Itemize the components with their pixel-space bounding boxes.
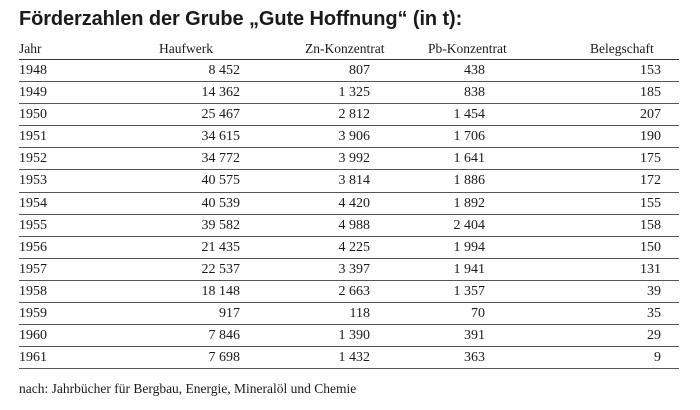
- cell-haufwerk: 34 772: [201, 151, 240, 167]
- source-footnote: nach: Jahrbücher für Bergbau, Energie, Mineralöl und Chemie: [19, 381, 357, 396]
- cell-jahr: 1958: [19, 283, 47, 299]
- cell-haufwerk: 39 582: [201, 217, 240, 233]
- header-jahr: Jahr: [19, 41, 42, 56]
- header-belegschaft: Belegschaft: [590, 41, 654, 56]
- cell-belegschaft: 39: [647, 283, 661, 299]
- cell-jahr: 1954: [19, 195, 47, 211]
- cell-zn-konzentrat: 2 663: [338, 283, 370, 299]
- cell-pb-konzentrat: 1 357: [453, 283, 485, 299]
- cell-jahr: 1953: [19, 173, 47, 189]
- cell-zn-konzentrat: 3 992: [338, 151, 370, 167]
- table-row: [19, 215, 679, 237]
- table-row: [19, 325, 679, 347]
- cell-jahr: 1960: [19, 328, 47, 344]
- cell-belegschaft: 131: [640, 261, 661, 277]
- cell-jahr: 1959: [19, 306, 47, 322]
- cell-zn-konzentrat: 4 420: [338, 195, 370, 211]
- cell-belegschaft: 153: [640, 63, 661, 78]
- cell-pb-konzentrat: 363: [464, 350, 485, 366]
- cell-belegschaft: 35: [647, 306, 661, 322]
- cell-haufwerk: 40 539: [201, 195, 240, 211]
- cell-pb-konzentrat: 1 941: [453, 261, 485, 277]
- cell-belegschaft: 9: [654, 350, 661, 366]
- cell-jahr: 1951: [19, 129, 47, 145]
- cell-belegschaft: 172: [640, 173, 661, 189]
- table-row: [19, 82, 679, 104]
- cell-jahr: 1957: [19, 261, 47, 277]
- cell-zn-konzentrat: 1 325: [338, 85, 370, 101]
- cell-haufwerk: 21 435: [201, 239, 240, 255]
- table-row: [19, 281, 679, 303]
- table-row: [19, 170, 679, 192]
- cell-haufwerk: 18 148: [201, 283, 240, 299]
- cell-belegschaft: 155: [640, 195, 661, 211]
- table-row: [19, 347, 679, 369]
- cell-pb-konzentrat: 1 641: [453, 151, 485, 167]
- cell-jahr: 1961: [19, 350, 47, 366]
- table-row: [19, 259, 679, 281]
- cell-zn-konzentrat: 3 397: [338, 261, 370, 277]
- cell-pb-konzentrat: 438: [464, 63, 485, 78]
- cell-haufwerk: 34 615: [201, 129, 240, 145]
- cell-jahr: 1955: [19, 217, 47, 233]
- cell-belegschaft: 175: [640, 151, 661, 167]
- cell-haufwerk: 22 537: [201, 261, 240, 277]
- cell-pb-konzentrat: 2 404: [453, 217, 485, 233]
- cell-belegschaft: 190: [640, 129, 661, 145]
- cell-belegschaft: 158: [640, 217, 661, 233]
- cell-pb-konzentrat: 1 994: [453, 239, 485, 255]
- cell-jahr: 1950: [19, 107, 47, 123]
- cell-zn-konzentrat: 1 432: [338, 350, 370, 366]
- cell-zn-konzentrat: 118: [349, 306, 370, 322]
- cell-pb-konzentrat: 838: [464, 85, 485, 101]
- cell-pb-konzentrat: 70: [471, 306, 485, 322]
- cell-haufwerk: 14 362: [201, 85, 240, 101]
- cell-jahr: 1952: [19, 151, 47, 167]
- table-row: [19, 148, 679, 170]
- table-title: Förderzahlen der Grube „Gute Hoffnung“ (in t):: [19, 8, 463, 30]
- cell-haufwerk: 7 698: [208, 350, 240, 366]
- cell-haufwerk: 917: [219, 306, 240, 322]
- cell-pb-konzentrat: 391: [464, 328, 485, 344]
- cell-zn-konzentrat: 3 814: [338, 173, 370, 189]
- cell-belegschaft: 29: [647, 328, 661, 344]
- table-row: [19, 193, 679, 215]
- cell-zn-konzentrat: 1 390: [338, 328, 370, 344]
- cell-haufwerk: 8 452: [208, 63, 240, 78]
- cell-haufwerk: 25 467: [201, 107, 240, 123]
- cell-pb-konzentrat: 1 886: [453, 173, 485, 189]
- cell-zn-konzentrat: 807: [349, 63, 370, 78]
- header-zn-konzentrat: Zn-Konzentrat: [305, 41, 385, 56]
- header-haufwerk: Haufwerk: [159, 41, 213, 56]
- header-pb-konzentrat: Pb-Konzentrat: [428, 41, 507, 56]
- cell-jahr: 1956: [19, 239, 47, 255]
- table-body: [19, 60, 679, 369]
- table-row: [19, 237, 679, 259]
- cell-pb-konzentrat: 1 706: [453, 129, 485, 145]
- table-header-row: [19, 39, 679, 60]
- cell-haufwerk: 40 575: [201, 173, 240, 189]
- table-row: [19, 104, 679, 126]
- cell-haufwerk: 7 846: [208, 328, 240, 344]
- table-row: [19, 303, 679, 325]
- cell-belegschaft: 185: [640, 85, 661, 101]
- cell-pb-konzentrat: 1 892: [453, 195, 485, 211]
- cell-jahr: 1948: [19, 63, 47, 78]
- table-row: [19, 60, 679, 82]
- cell-zn-konzentrat: 4 225: [338, 239, 370, 255]
- cell-jahr: 1949: [19, 85, 47, 101]
- cell-belegschaft: 207: [640, 107, 661, 123]
- cell-zn-konzentrat: 4 988: [338, 217, 370, 233]
- cell-pb-konzentrat: 1 454: [453, 107, 485, 123]
- table-row: [19, 126, 679, 148]
- cell-belegschaft: 150: [640, 239, 661, 255]
- production-table: [19, 39, 679, 369]
- cell-zn-konzentrat: 3 906: [338, 129, 370, 145]
- cell-zn-konzentrat: 2 812: [338, 107, 370, 123]
